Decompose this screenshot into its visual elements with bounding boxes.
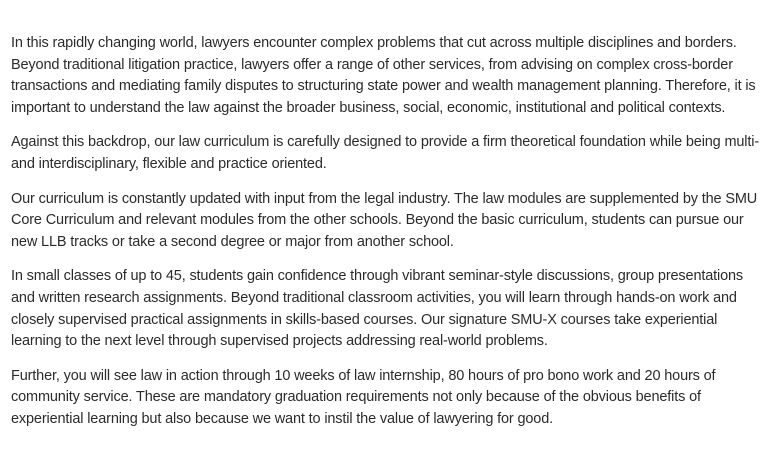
paragraph-curriculum: Our curriculum is constantly updated with input from the legal industry. The law modules are supplemented by the SMU Core Curriculum and relevant modules from the other schools. Beyond the basic curriculum, students can pursue our new LLB tracks or take a second degree or major from another school. — [11, 190, 758, 250]
paragraph-backdrop: Against this backdrop, our law curriculum is carefully designed to provide a firm theoretical foundation while being multi- and interdisciplinary, flexible and practice oriented. — [11, 134, 760, 172]
paragraph-intro: In this rapidly changing world, lawyers encounter complex problems that cut across multiple disciplines and borders. Beyond traditional litigation practice, lawyers offer a range of other services, from advising on complex cross-border transactions and mediating family disputes to structuring state power and wealth management planning. Therefore, it is important to understand the law against the broader business, social, economic, institutional and political contexts. — [11, 35, 756, 116]
paragraph-classes: In small classes of up to 45, students gain confidence through vibrant seminar-style discussions, group presentations and written research assignments. Beyond traditional classroom activities, you will learn through hands-on work and closely supervised practical assignments in skills-based courses. Our signature SMU-X courses take experiential learning to the next level through supervised projects addressing real-world problems. — [11, 268, 744, 350]
paragraph-internship: Further, you will see law in action through 10 weeks of law internship, 80 hours of pro bono work and 20 hours of community service. These are mandatory graduation requirements not only because of the obvious benefits of experiential learning but also because we want to instil the value of lawyering for good. — [11, 367, 716, 427]
